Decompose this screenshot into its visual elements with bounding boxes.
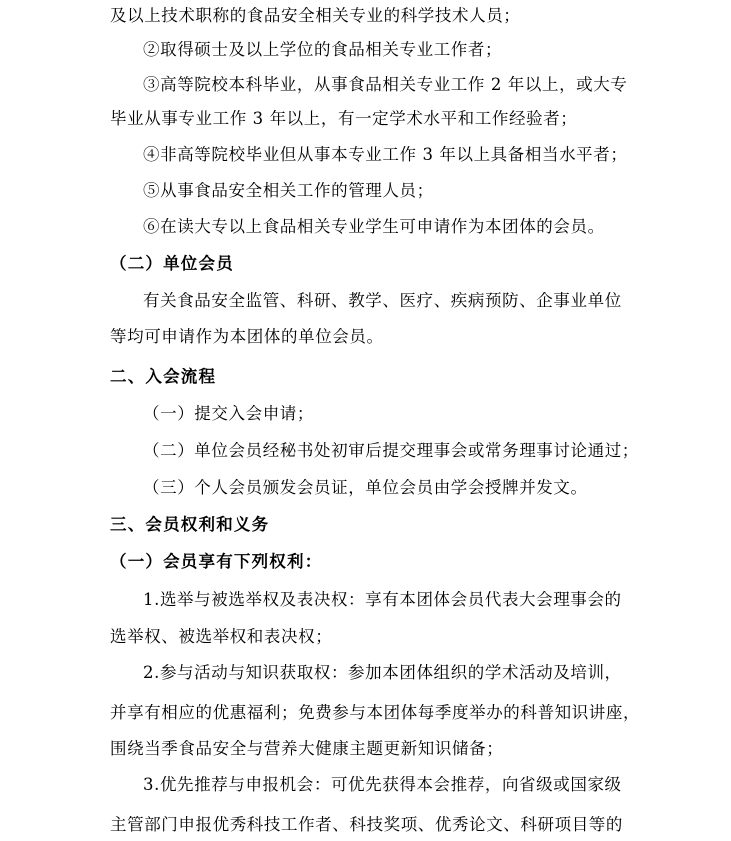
text-line-22: 3.优先推荐与申报机会：可优先获得本会推荐，向省级或国家级 [143,775,622,794]
section-heading-join-process: 二、入会流程 [110,367,217,386]
text-line-4: 毕业从事专业工作 3 年以上，有一定学术水平和工作经验者； [110,109,578,128]
text-line-18: 选举权、被选举权和表决权； [110,627,333,646]
text-line-23: 主管部门申报优秀科技工作者、科技奖项、优秀论文、科研项目等的 [110,815,623,834]
text-line-12: （一）提交入会申请； [143,404,314,423]
text-line-9: 有关食品安全监管、科研、教学、医疗、疾病预防、企事业单位 [143,291,622,310]
text-line-17: 1.选举与被选举权及表决权：享有本团体会员代表大会理事会的 [143,590,622,609]
text-line-3: ③高等院校本科毕业，从事食品相关专业工作 2 年以上，或大专 [143,75,628,94]
text-line-21: 围绕当季食品安全与营养大健康主题更新知识储备； [110,739,504,758]
section-heading-unit-member: （二）单位会员 [110,254,234,273]
text-line-7: ⑥在读大专以上食品相关专业学生可申请作为本团体的会员。 [143,217,605,236]
text-line-19: 2.参与活动与知识获取权：参加本团体组织的学术活动及培训， [143,663,622,682]
text-line-5: ④非高等院校毕业但从事本专业工作 3 年以上具备相当水平者； [143,145,628,164]
text-line-10: 等均可申请作为本团体的单位会员。 [110,327,384,346]
text-line-2: ②取得硕士及以上学位的食品相关专业工作者； [143,40,503,59]
text-line-20: 并享有相应的优惠福利；免费参与本团体每季度举办的科普知识讲座， [110,703,641,722]
text-line-1: 及以上技术职称的食品安全相关专业的科学技术人员； [110,6,521,25]
section-heading-member-rights: （一）会员享有下列权利： [110,552,323,571]
text-line-14: （三）个人会员颁发会员证，单位会员由学会授牌并发文。 [143,478,588,497]
text-line-6: ⑤从事食品安全相关工作的管理人员； [143,181,434,200]
section-heading-rights-duties: 三、会员权利和义务 [110,515,270,534]
text-line-13: （二）单位会员经秘书处初审后提交理事会或常务理事讨论通过； [143,441,639,460]
